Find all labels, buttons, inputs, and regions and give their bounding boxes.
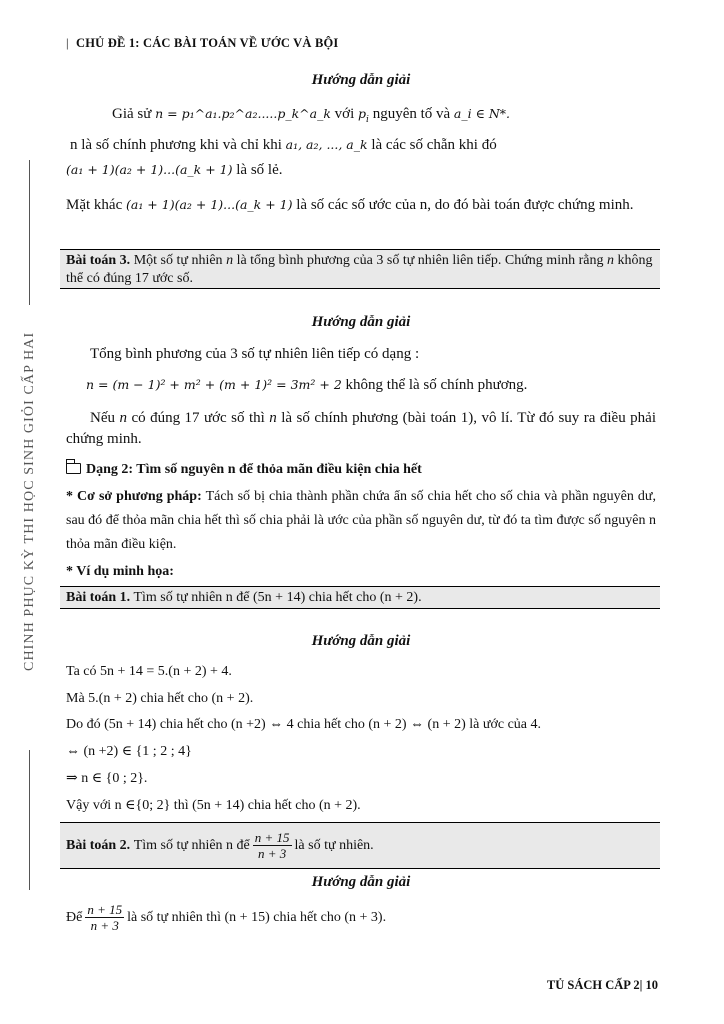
s2-line1: Tổng bình phương của 3 số tự nhiên liên tiếp có dạng : <box>90 346 420 362</box>
prime-factorization: n = p₁^a₁.p₂^a₂.....p_k^a_k <box>155 106 331 121</box>
page-header <box>66 36 338 51</box>
fraction: $\frac{n + 15}{n + 3}$ <box>254 830 290 861</box>
fraction: $\frac{n + 15}{n + 3}$ <box>87 902 123 933</box>
s4-line1: Để $\frac{n + 15}{n + 3}$ là số tự nhiên thì (n + 15) chia hết cho (n + 3). <box>66 902 387 933</box>
page-footer: TỦ SÁCH CẤP 2| 10 <box>546 978 658 992</box>
s3-line3: Do đó (5n + 14) chia hết cho (n +2) ⇔ 4 chia hết cho (n + 2) ⇔ (n + 2) là ước của 4. <box>66 717 541 732</box>
sidebar-line-top <box>29 160 30 305</box>
folder-icon <box>66 463 81 474</box>
s2-line2: n = (m − 1)² + m² + (m + 1)² = 3m² + 2 không thể là số chính phương. <box>86 377 528 393</box>
solution-heading: Hướng dẫn giải <box>311 72 411 88</box>
examples-label: * Ví dụ minh họa: <box>66 564 174 579</box>
solution-heading-4: Hướng dẫn giải <box>311 874 411 890</box>
sidebar-line-bottom <box>29 750 30 890</box>
header-separator: | <box>66 36 69 50</box>
sum-of-squares-formula: n = (m − 1)² + m² + (m + 1)² = 3m² + 2 <box>86 377 342 392</box>
s3-line1: Ta có 5n + 14 = 5.(n + 2) + 4. <box>66 664 232 679</box>
s3-line2: Mà 5.(n + 2) chia hết cho (n + 2). <box>66 691 254 706</box>
method-basis: * Cơ sở phương pháp: Tách số bị chia thành phần chứa ẩn số chia hết cho số chia và phần nguyên dư, sau đó để thỏa mãn chia hết thì số chia phải là ước của phần số nguyên dư, từ đó ta tìm được số nguyên n thỏa mãn điều kiện. <box>66 489 656 552</box>
s3-line5: ⇒ n ∈ {0 ; 2}. <box>66 771 148 786</box>
solution-heading-3: Hướng dẫn giải <box>311 633 411 649</box>
s3-line4: ⇔ (n +2) ∈ {1 ; 2 ; 4} <box>66 744 192 759</box>
problem-2-box: Bài toán 2. Tìm số tự nhiên n để $\frac{n + 15}{n + 3}$ là số tự nhiên. <box>60 822 660 869</box>
chapter-title: CHỦ ĐỀ 1: CÁC BÀI TOÁN VỀ ƯỚC VÀ BỘI <box>76 36 339 50</box>
sidebar-title: CHINH PHỤC KỲ THI HỌC SINH GIỎI CẤP HAI <box>22 331 37 671</box>
s1-line1: Giả sử n = p₁^a₁.p₂^a₂.....p_k^a_k với $p_i$ nguyên tố và a_i ∈ N*. <box>112 106 510 125</box>
problem-1-box: Bài toán 1. Tìm số tự nhiên n để (5n + 14) chia hết cho (n + 2). <box>60 586 660 609</box>
s1-line3: (a₁ + 1)(a₂ + 1)...(a_k + 1) là số lẻ. <box>66 162 283 178</box>
s1-line4: Mặt khác (a₁ + 1)(a₂ + 1)...(a_k + 1) là số các số ước của n, do đó bài toán được chứng minh. <box>66 197 634 213</box>
s1-line2: n là số chính phương khi và chỉ khi a₁, a₂, ..., a_k là các số chẵn khi đó <box>70 137 497 153</box>
problem-3-box: Bài toán 3. Một số tự nhiên n là tổng bình phương của 3 số tự nhiên liên tiếp. Chứng minh rằng n không thể có đúng 17 ước số. <box>60 249 660 289</box>
s3-line6: Vậy với n ∈{0; 2} thì (5n + 14) chia hết cho (n + 2). <box>66 798 361 813</box>
solution-heading-2: Hướng dẫn giải <box>311 314 411 330</box>
s2-line3: Nếu n có đúng 17 ước số thì n là số chính phương (bài toán 1), vô lí. Từ đó suy ra điều phải chứng minh. <box>66 410 656 447</box>
section-dang-2: Dạng 2: Tìm số nguyên n để thỏa mãn điều kiện chia hết <box>66 459 656 480</box>
sidebar <box>20 160 40 890</box>
